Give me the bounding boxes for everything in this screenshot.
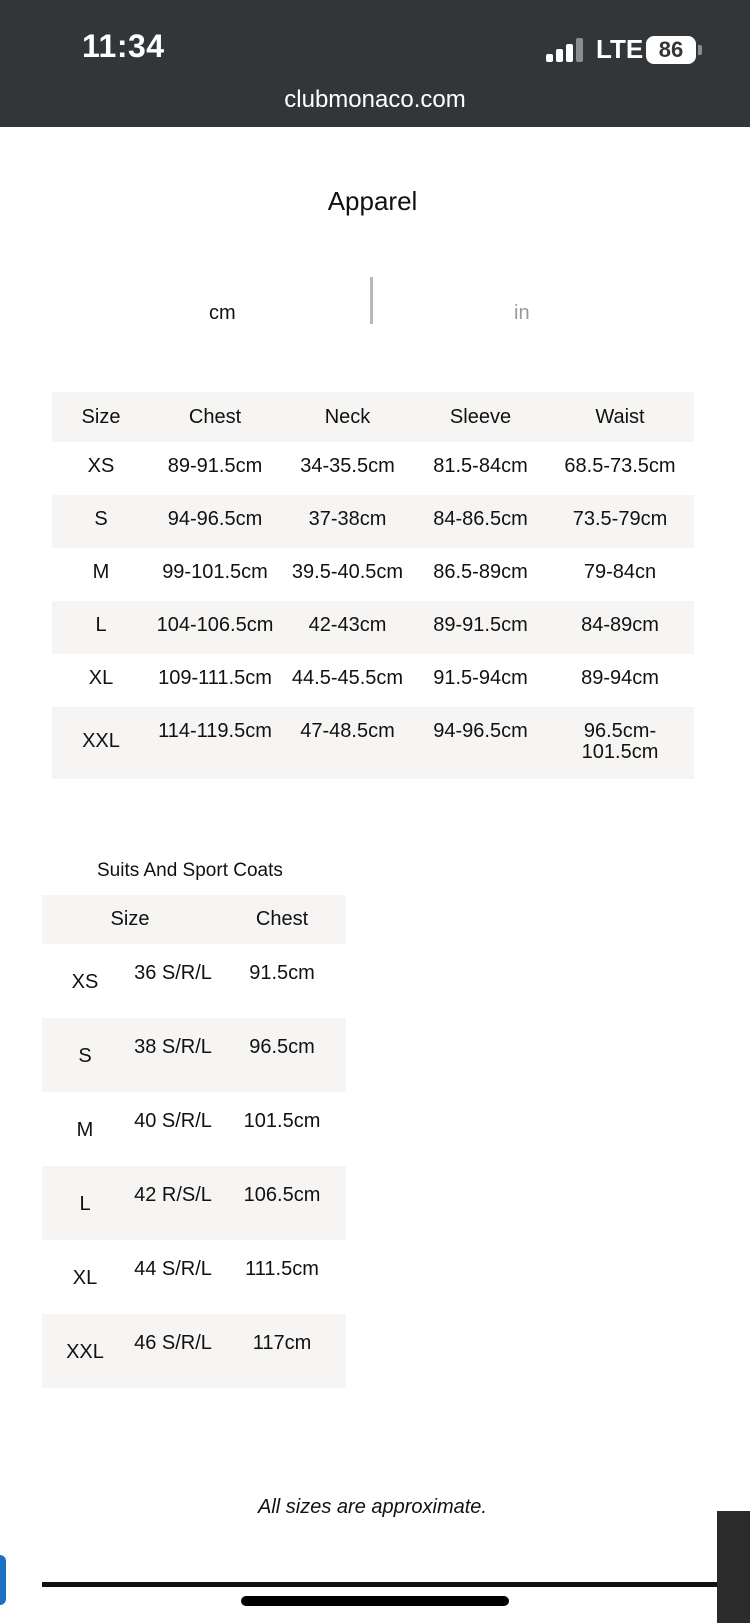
table-row bbox=[52, 548, 694, 601]
table-cell: 36 S/R/L bbox=[134, 962, 212, 984]
table-cell: 47-48.5cm bbox=[300, 720, 395, 742]
table-cell: 96.5cm bbox=[249, 1036, 315, 1058]
table-header-row bbox=[42, 895, 346, 944]
table-cell: XS bbox=[71, 971, 99, 993]
column-header: Size bbox=[110, 908, 150, 930]
approximation-note: All sizes are approximate. bbox=[258, 1496, 487, 1518]
table-cell: 44.5-45.5cm bbox=[291, 667, 404, 689]
table-row bbox=[52, 707, 694, 779]
table-cell: 40 S/R/L bbox=[134, 1110, 212, 1132]
table-cell: 37-38cm bbox=[308, 508, 387, 530]
table-row bbox=[42, 1314, 346, 1388]
suits-section-title: Suits And Sport Coats bbox=[97, 860, 283, 881]
table-cell: 96.5cm-101.5cm bbox=[581, 720, 659, 763]
page-title: Apparel bbox=[327, 186, 418, 216]
column-header: Sleeve bbox=[449, 406, 512, 428]
table-cell: 44 S/R/L bbox=[134, 1258, 212, 1280]
network-type: LTE bbox=[596, 34, 644, 64]
column-header: Chest bbox=[188, 406, 242, 428]
table-cell: 94-96.5cm bbox=[167, 508, 263, 530]
unit-toggle-cm[interactable]: cm bbox=[209, 302, 236, 324]
table-cell: 94-96.5cm bbox=[433, 720, 528, 742]
table-cell: 42 R/S/L bbox=[134, 1184, 212, 1206]
table-cell: 86.5-89cm bbox=[433, 561, 528, 583]
table-cell: 109-111.5cm bbox=[158, 667, 272, 689]
signal-icon bbox=[546, 38, 584, 62]
footer-divider bbox=[42, 1582, 722, 1587]
battery-nub bbox=[698, 45, 702, 55]
column-header: Chest bbox=[255, 908, 309, 930]
table-row bbox=[42, 1018, 346, 1092]
table-cell: L bbox=[95, 614, 107, 636]
table-cell: L bbox=[79, 1193, 91, 1215]
table-row bbox=[42, 1092, 346, 1166]
home-indicator[interactable] bbox=[241, 1596, 509, 1606]
table-cell: XS bbox=[87, 455, 115, 477]
table-cell: S bbox=[94, 508, 108, 530]
table-cell: XXL bbox=[82, 730, 120, 752]
table-cell: XXL bbox=[66, 1341, 104, 1363]
apparel-size-table bbox=[52, 392, 694, 779]
table-cell: 89-94cm bbox=[581, 667, 659, 689]
column-header: Waist bbox=[595, 406, 645, 428]
status-bar bbox=[0, 0, 750, 127]
table-cell: 91.5cm bbox=[249, 962, 315, 984]
table-cell: M bbox=[76, 1119, 94, 1141]
table-cell: XL bbox=[88, 667, 114, 689]
table-cell: 91.5-94cm bbox=[433, 667, 528, 689]
table-cell: XL bbox=[72, 1267, 98, 1289]
status-time: 11:34 bbox=[82, 28, 165, 64]
table-cell: 111.5cm bbox=[245, 1258, 319, 1280]
table-row bbox=[52, 654, 694, 707]
column-header: Size bbox=[81, 406, 121, 428]
table-row bbox=[52, 442, 694, 495]
table-cell: 73.5-79cm bbox=[572, 508, 668, 530]
table-cell: 79-84cn bbox=[583, 561, 657, 583]
column-header: Neck bbox=[324, 406, 371, 428]
table-cell: 84-89cm bbox=[581, 614, 659, 636]
table-cell: 101.5cm bbox=[243, 1110, 321, 1132]
table-header-row bbox=[52, 392, 694, 442]
table-cell: 68.5-73.5cm bbox=[564, 455, 676, 477]
table-row bbox=[52, 495, 694, 548]
table-row bbox=[42, 944, 346, 1018]
table-cell: 114-119.5cm bbox=[158, 720, 272, 742]
table-cell: 89-91.5cm bbox=[433, 614, 528, 636]
table-cell: 104-106.5cm bbox=[156, 614, 274, 636]
url-bar[interactable]: clubmonaco.com bbox=[284, 86, 466, 113]
unit-divider bbox=[370, 277, 373, 324]
table-cell: 117cm bbox=[252, 1332, 312, 1354]
chat-widget-edge[interactable] bbox=[0, 1555, 6, 1605]
battery-icon: 86 bbox=[646, 36, 696, 64]
table-row bbox=[42, 1166, 346, 1240]
table-cell: S bbox=[78, 1045, 92, 1067]
suits-size-table bbox=[42, 895, 346, 1388]
table-cell: 89-91.5cm bbox=[167, 455, 263, 477]
table-cell: 46 S/R/L bbox=[134, 1332, 212, 1354]
table-cell: 39.5-40.5cm bbox=[291, 561, 404, 583]
table-cell: 81.5-84cm bbox=[433, 455, 528, 477]
table-cell: 84-86.5cm bbox=[433, 508, 528, 530]
table-cell: M bbox=[92, 561, 110, 583]
unit-toggle-in[interactable]: in bbox=[514, 302, 530, 324]
table-cell: 38 S/R/L bbox=[134, 1036, 212, 1058]
table-cell: 99-101.5cm bbox=[162, 561, 268, 583]
table-row bbox=[52, 601, 694, 654]
table-cell: 34-35.5cm bbox=[300, 455, 395, 477]
table-row bbox=[42, 1240, 346, 1314]
table-cell: 42-43cm bbox=[308, 614, 387, 636]
table-cell: 106.5cm bbox=[243, 1184, 321, 1206]
side-tab[interactable] bbox=[717, 1511, 750, 1623]
